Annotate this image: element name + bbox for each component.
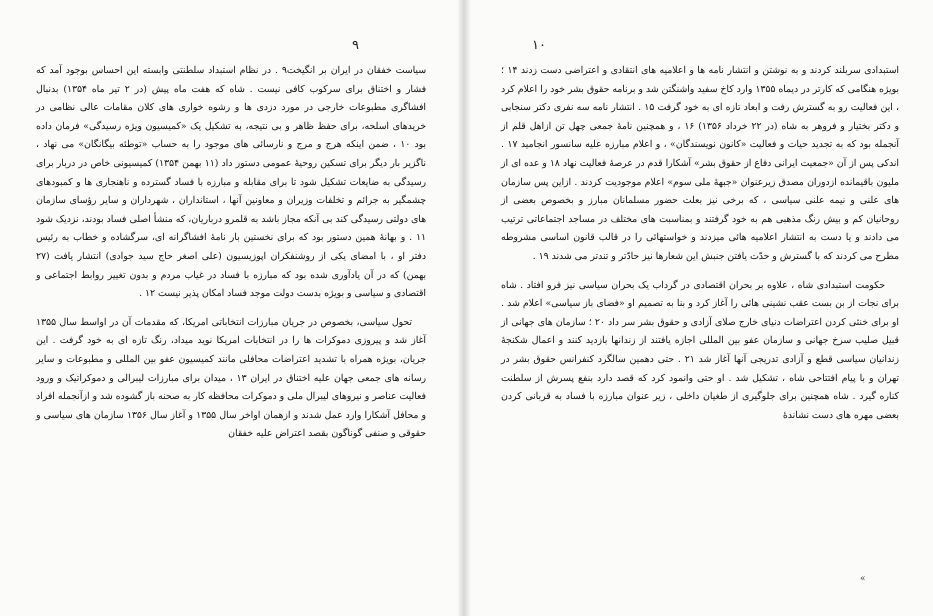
right-page: [465, 0, 933, 616]
page-number-right: ۱۰: [532, 38, 546, 53]
gutter-shadow-right: [465, 0, 471, 616]
left-paragraph-2: تحول سیاسی، بخصوص در جریان مبارزات انتخاباتی امریکا، که مقدمات آن در اواسط سال ۱۳۵۵ آغاز شد و پیروزی دموکرات ها را در انتخابات امریکا نوید میداد، رنگ تازه ای به خود گرفت . این جریان، بویژه همراه با تشدید اعتراضات محافلی مانند کمیسیون عفو بین المللی و مطبوعات و سایر رسانه های جمعی جهان علیه اختناق در ایران ۱۳ ، میدان برای مبارزات لیبرالی و دموکراتیک و ورود فعالیت عناصر و نیروهای لیبرال ملی و دموکرات محافظه کار به صحنه باز گشوده شد و ازآنجمله افراد و محافل آشکارا وارد عمل شدند و ازهمان اواخر سال ۱۳۵۵ و آغاز سال ۱۳۵۶ سازمان های سیاسی و حقوقی و صنفی گوناگون بقصد اعتراض علیه خفقان: [36, 316, 426, 440]
left-page: [0, 0, 463, 616]
gutter-shadow-left: [457, 0, 463, 616]
right-paragraph-2: حکومت استبدادی شاه ، علاوه بر بحران اقتصادی در گرداب یک بحران سیاسی نیز فرو افتاد . شاه برای نجات از بن بست عقب نشینی هائی را آغاز کرد و بنا به تصمیم او «فضای باز سیاسی» اعلام شد . او برای خنثی کردن اعتراضات دنیای خارج صلای آزادی و حقوق بشر سر داد ۲۰ ؛ سازمان های جهانی از قبیل صلیب سرخ جهانی و سازمان عفو بین المللی اجازه یافتند از زندانها بازدید کنند و اعمال شکنجهٔ زندانیان سیاسی قطع و آزادی تدریجی آنها آغاز شد ۲۱ . حتی دهمین سالگرد کنفرانس حقوق بشر در تهران و با پیام افتتاحی شاه ، تشکیل شد . او حتی وانمود کرد که قصد دارد بنفع پسرش از سلطنت کناره گیرد . شاه همچنین برای جلوگیری از طغیان داخلی ، زیر عنوان مبارزه با فساد به قربانی کردن بعضی مهره های دست نشاندهٔ: [501, 279, 899, 421]
left-paragraph-1: سیاست خفقان در ایران بر انگیخت۹ . در نظام استبداد سلطنتی وابسته این احساس بوجود آمد که فشار و اختناق برای سرکوب کافی نیست . شاه که هفت ماه پیش (در ۲ تیر ماه ۱۳۵۴) بدنبال افشاگری مطبوعات خارجی در مورد دزدی ها و رشوه خواری های کلان مقامات عالی نظامی در خریدهای اسلحه، برای حفظ ظاهر و بی نتیجه، به تشکیل یک «کمیسیون ویژه رسیدگی» فرمان داده بود ۱۰ ، ضمن اینکه هرج و مرج و نارسائی های موجود را به حساب «توطئه بیگانگان» می نهاد ، ناگزیر بار دیگر برای تسکین روحیهٔ عمومی دستور داد (۱۱ بهمن ۱۳۵۴) کمیسیونی خاص در دربار برای رسیدگی به ضایعات تشکیل شود تا برای مقابله و مبارزه با فساد گسترده و ناهنجاری ها و کمبودهای چشمگیر به جرائم و تخلفات وزیران و معاونین آنها ، استانداران ، شهرداران و سایر رؤسای سازمان های دولتی رسیدگی کند بی آنکه مجاز باشد به قلمرو درباریان، که منشأ اصلی فساد بودند، نزدیک شود ۱۱ . و بهانهٔ همین دستور بود که برای نخستین بار نامهٔ افشاگرانه ای، سرگشاده و خطاب به رئیس دفتر او ، با امضای یکی از روشنفکران اپوزیسیون (علی اصغر حاج سید جوادی) انتشار یافت (۲۷ بهمن) که در آن یادآوری شده بود که مبارزه با فساد در غیاب مردم و بدون تغییر روابط اجتماعی و اقتصادی و سیاسی و بویژه بدست دولت موجد فساد امکان پذیر نیست ۱۲ .: [36, 65, 427, 300]
right-paragraph-1: استبدادی سربلند کردند و به نوشتن و انتشار نامه ها و اعلامیه های انتقادی و اعتراضی دست زدند ۱۴ ؛ بویژه هنگامی که کارتر در دیماه ۱۳۵۵ وارد کاخ سفید واشنگتن شد و برنامه حقوق بشر خود را اعلام کرد ، این فعالیت رو به گسترش رفت و ابعاد تازه ای به خود گرفت ۱۵ . انتشار نامه سه نفری دکتر سنجابی و دکتر بختیار و فروهر به شاه (در ۲۲ خرداد ۱۳۵۶) ۱۶ ، و همچنین نامهٔ جمعی چهل تن ازاهل قلم از آنجمله بود که به تجدید حیات و فعالیت «کانون نویسندگان» ، و اعلام مبارزه علیه سانسور انجامید ۱۷ . اندکی پس از آن «جمعیت ایرانی دفاع از حقوق بشر» آشکارا قدم در عرصهٔ فعالیت نهاد ۱۸ و عده ای از ملیون باقیمانده ازدوران مصدق زیرعنوان «جبههٔ ملی سوم» اعلام موجودیت کردند . ازاین پس سازمان های علنی و نیمه علنی سیاسی ، که برخی نیز بعلت حضور مسلمانان مبارز و بخصوص بعضی از روحانیان کم و بیش رنگ مذهبی هم به خود گرفتند و بمناسبت های مختلف در مساجد اجتماعاتی ترتیب می دادند و یا دست به انتشار اعلامیه هائی میزدند و خواستهائی را در قالب قانون اساسی مشروطه مطرح می کردند که با گسترش و حدّت یافتن جنبش این شعارها نیز حادّتر و تندتر می شدند ۱۹ .: [501, 65, 899, 262]
footer-mark: «: [860, 574, 866, 584]
right-page-text: [501, 62, 899, 425]
page-number-left: ۹: [352, 38, 359, 53]
left-page-text: [36, 62, 426, 444]
